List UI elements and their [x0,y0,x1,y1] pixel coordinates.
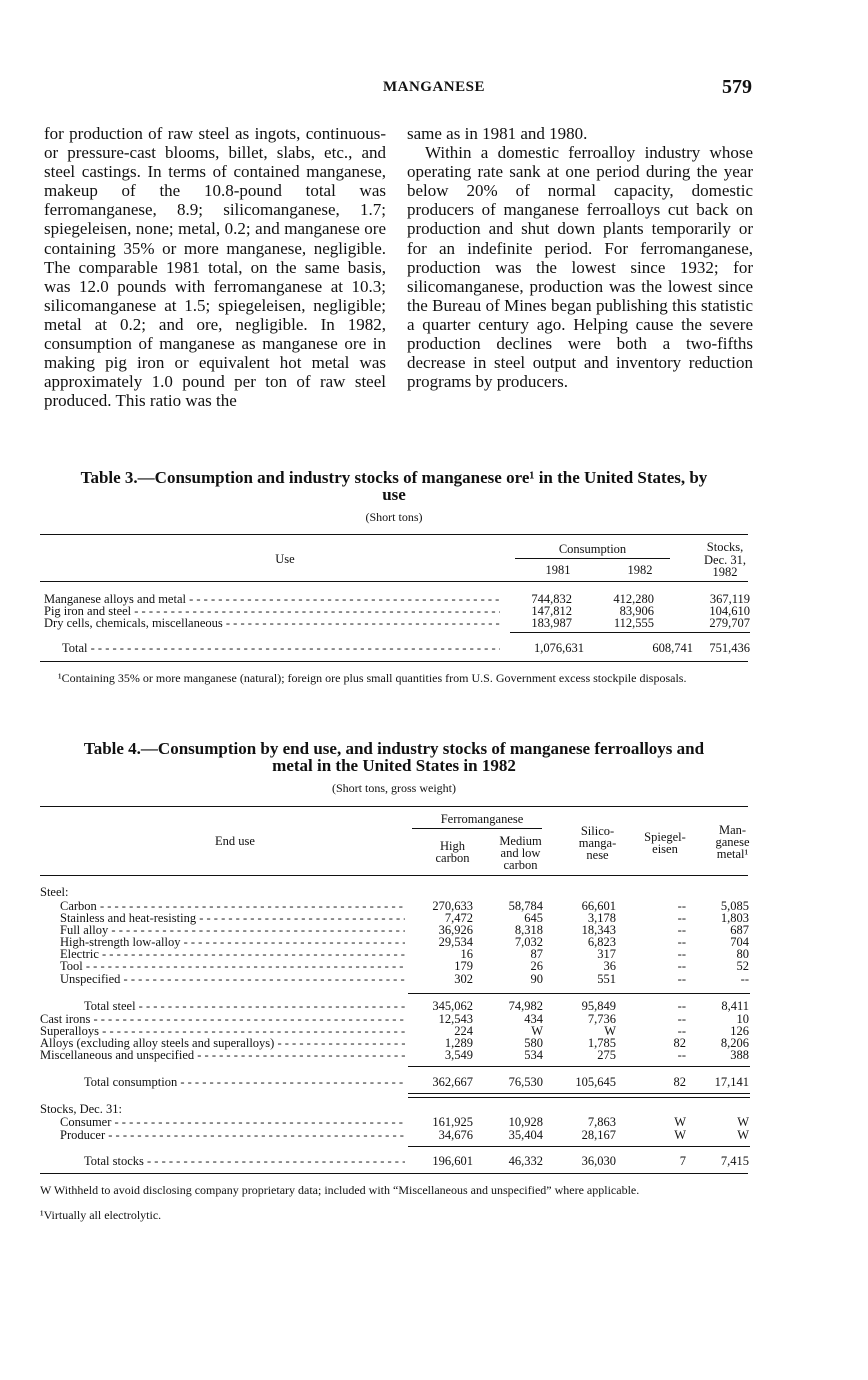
cell-stocks: 104,610 [709,604,750,618]
column-header-use: Use [275,552,295,566]
column-header-medium-low-carbon: carbon [503,858,538,872]
cell-high: 179 [454,959,473,973]
cell-spi: 82 [673,1036,686,1050]
table-rule [40,661,748,662]
cell-man: 126 [730,1024,749,1038]
table-rule [40,581,748,582]
cell-sil: 3,178 [587,911,616,925]
column-header-1982: 1982 [627,563,653,577]
cell-man: 1,803 [720,911,749,925]
running-head: MANGANESE [382,79,485,95]
column-header-end-use: End use [215,834,255,848]
cell-spi: -- [677,1048,686,1062]
cell-sil: 551 [597,972,616,986]
row-label: Pig iron and steel - - - [44,605,500,618]
cell-sil: W [604,1024,616,1038]
row-label: Consumer - - - [60,1116,405,1129]
column-header-silicomanganese: nese [586,848,609,862]
cell-high: 345,062 [432,999,473,1013]
section-label-steel: Steel: [40,885,69,899]
row-label: Cast irons - - - [40,1013,405,1026]
cell-med: 35,404 [508,1128,543,1142]
cell-med: W [531,1024,543,1038]
cell-sil: 18,343 [581,923,616,937]
table-4-caption: Table 4.—Consumption by end use, and industry stocks of manganese ferroalloys and [83,739,705,758]
row-label: Total - - - [62,642,500,655]
cell-high: 224 [454,1024,473,1038]
cell-high: 161,925 [432,1115,473,1129]
cell-spi: -- [677,1024,686,1038]
table-rule [408,993,750,994]
column-header-stocks: Dec. 31, [704,553,746,567]
cell-high: 16 [460,947,473,961]
column-header-silicomanganese: manga- [578,836,617,850]
table-rule [510,632,750,633]
table-rule [40,1173,748,1174]
cell-man: 7,415 [720,1154,749,1168]
row-label: Producer - - - [60,1129,405,1142]
cell-med: 10,928 [508,1115,543,1129]
cell-man: 687 [730,923,749,937]
row-label: Total steel - - - [84,1000,405,1013]
cell-sil: 36 [603,959,616,973]
cell-sil: 95,849 [581,999,616,1013]
cell-man: 704 [730,935,749,949]
row-label: Electric - - - [60,948,405,961]
cell-high: 196,601 [432,1154,473,1168]
cell-med: 58,784 [508,899,543,913]
row-label: Unspecified - - - [60,973,405,986]
cell-med: 26 [530,959,543,973]
column-header-manganese-metal: ganese [715,835,750,849]
table-4-caption-cont: metal in the United States in 1982 [272,756,516,775]
cell-stocks: 367,119 [709,592,750,606]
cell-high: 7,472 [444,911,473,925]
cell-med: 8,318 [514,923,543,937]
column-header-manganese-metal: Man- [718,823,747,837]
cell-1982: 83,906 [619,604,654,618]
column-header-1981: 1981 [545,563,571,577]
column-header-high-carbon: High [440,839,465,853]
cell-spi: 82 [673,1075,686,1089]
cell-stocks: 279,707 [709,616,750,630]
cell-1981: 744,832 [531,592,572,606]
cell-sil: 7,736 [587,1012,616,1026]
row-label: Carbon - - - [60,900,405,913]
cell-high: 302 [454,972,473,986]
cell-spi: W [674,1115,686,1129]
cell-spi: -- [677,999,686,1013]
section-label-stocks: Stocks, Dec. 31: [40,1102,122,1116]
table-4-footnote: ¹Virtually all electrolytic. [40,1208,162,1222]
table-4-footnote: W Withheld to avoid disclosing company proprietary data; included with “Miscellaneous and unspecified” where applicable. [40,1183,640,1197]
column-header-ferromanganese: Ferromanganese [440,812,524,826]
cell-high: 29,534 [438,935,473,949]
cell-high: 34,676 [438,1128,473,1142]
cell-spi: -- [677,959,686,973]
table-rule [515,558,670,559]
cell-sil: 6,823 [587,935,616,949]
cell-high: 1,289 [444,1036,473,1050]
column-header-stocks: Stocks, [706,540,744,554]
table-3-caption: Table 3.—Consumption and industry stocks of manganese ore¹ in the United States, by [80,468,708,487]
cell-spi: -- [677,1012,686,1026]
cell-spi: 7 [679,1154,686,1168]
cell-high: 362,667 [432,1075,473,1089]
column-header-manganese-metal: metal¹ [716,847,749,861]
column-header-spiegeleisen: Spiegel- [644,830,686,844]
cell-man: 5,085 [720,899,749,913]
cell-spi: W [674,1128,686,1142]
row-label: Total consumption - - - [84,1076,405,1089]
row-label: Full alloy - - - [60,924,405,937]
table-rule [40,534,748,535]
cell-med: 580 [524,1036,543,1050]
cell-med: 645 [524,911,543,925]
cell-med: 74,982 [508,999,543,1013]
cell-high: 3,549 [444,1048,473,1062]
column-header-consumption: Consumption [558,542,627,556]
table-rule [40,875,748,876]
body-paragraph: Within a domestic ferroalloy industry whose operating rate sank at one period during the year below 20% of normal capacity, domestic producers of manganese ferroalloys cut back on production and shut down plants temporarily or for an indefinite period. For ferromanganese, production was the lowest since 1932; for silicomanganese, production was the lowest since the Bureau of Mines began publishing this statistic a quarter century ago. Helping cause the severe production declines were both a two-fifths decrease in steel output and inventory reduction programs by producers. [407,143,753,392]
cell-high: 36,926 [438,923,473,937]
cell-man: 80 [736,947,749,961]
row-label: Alloys (excluding alloy steels and superalloys) - - - [40,1037,405,1050]
body-right-column [407,124,753,391]
table-3-subtitle: (Short tons) [365,510,423,524]
row-label: High-strength low-alloy - - - [60,936,405,949]
row-label: Manganese alloys and metal - - - [44,593,500,606]
cell-sil: 36,030 [581,1154,616,1168]
cell-spi: -- [677,947,686,961]
row-label: Dry cells, chemicals, miscellaneous - - - [44,617,500,630]
cell-sil: 317 [597,947,616,961]
cell-1981: 183,987 [531,616,572,630]
cell-med: 7,032 [514,935,543,949]
cell-sil: 1,785 [587,1036,616,1050]
cell-spi: -- [677,923,686,937]
cell-man: W [737,1115,749,1129]
column-header-stocks: 1982 [712,565,738,579]
column-header-medium-low-carbon: and low [500,846,541,860]
row-label: Miscellaneous and unspecified - - - [40,1049,405,1062]
table-3-footnote: ¹Containing 35% or more manganese (natural); foreign ore plus small quantities from U.S. Government excess stockpile disposals. [58,671,687,685]
table-rule [412,828,542,829]
cell-med: 76,530 [508,1075,543,1089]
table-4-subtitle: (Short tons, gross weight) [332,781,456,795]
cell-stocks: 751,436 [709,641,750,655]
row-label: Tool - - - [60,960,405,973]
cell-man: 52 [736,959,749,973]
body-paragraph: for production of raw steel as ingots, continuous- or pressure-cast blooms, billet, slabs, etc., and steel castings. In terms of contained manganese, makeup of the 10.8-pound total was ferromanganese, 8.9; silicomanganese, 1.7; spiegeleisen, none; metal, 0.2; and manganese ore containing 35% or more manganese, negligible. The comparable 1981 total, on the same basis, was 12.0 pounds with ferromanganese at 10.3; silicomanganese at 1.5; spiegeleisen, negligible; metal at 0.2; and ore, negligible. In 1982, consumption of manganese as manganese ore in making pig iron or equivalent hot metal was approximately 1.0 pound per ton of raw steel produced. This ratio was the [44,124,386,411]
cell-spi: -- [677,972,686,986]
body-paragraph: same as in 1981 and 1980. [407,124,588,143]
cell-spi: -- [677,899,686,913]
table-rule [408,1146,750,1147]
cell-sil: 105,645 [575,1075,616,1089]
cell-man: 17,141 [714,1075,749,1089]
column-header-medium-low-carbon: Medium [499,834,542,848]
table-3-caption-cont: use [382,485,406,504]
cell-sil: 28,167 [581,1128,616,1142]
table-rule [408,1097,750,1098]
column-header-silicomanganese: Silico- [580,824,615,838]
cell-1981: 147,812 [531,604,572,618]
cell-spi: -- [677,911,686,925]
cell-med: 87 [530,947,543,961]
cell-high: 12,543 [438,1012,473,1026]
cell-man: 388 [730,1048,749,1062]
cell-man: -- [740,972,749,986]
cell-high: 270,633 [432,899,473,913]
cell-1982: 412,280 [613,592,654,606]
cell-man: 8,411 [721,999,749,1013]
cell-1981: 1,076,631 [534,641,584,655]
row-label: Superalloys - - - [40,1025,405,1038]
table-rule [408,1066,750,1067]
row-label: Total stocks - - - [84,1155,405,1168]
body-left-column [44,124,386,410]
cell-man: 8,206 [720,1036,749,1050]
cell-sil: 7,863 [587,1115,616,1129]
page-number: 579 [722,76,752,98]
table-rule [40,806,748,807]
cell-man: W [737,1128,749,1142]
cell-med: 46,332 [508,1154,543,1168]
cell-man: 10 [736,1012,749,1026]
cell-med: 90 [530,972,543,986]
row-label: Stainless and heat-resisting - - - [60,912,405,925]
cell-1982: 608,741 [652,641,693,655]
column-header-high-carbon: carbon [435,851,470,865]
cell-spi: -- [677,935,686,949]
cell-sil: 66,601 [581,899,616,913]
cell-sil: 275 [597,1048,616,1062]
cell-1982: 112,555 [613,616,654,630]
column-header-spiegeleisen: eisen [652,842,678,856]
cell-med: 434 [524,1012,543,1026]
table-rule [408,1093,750,1094]
cell-med: 534 [524,1048,543,1062]
